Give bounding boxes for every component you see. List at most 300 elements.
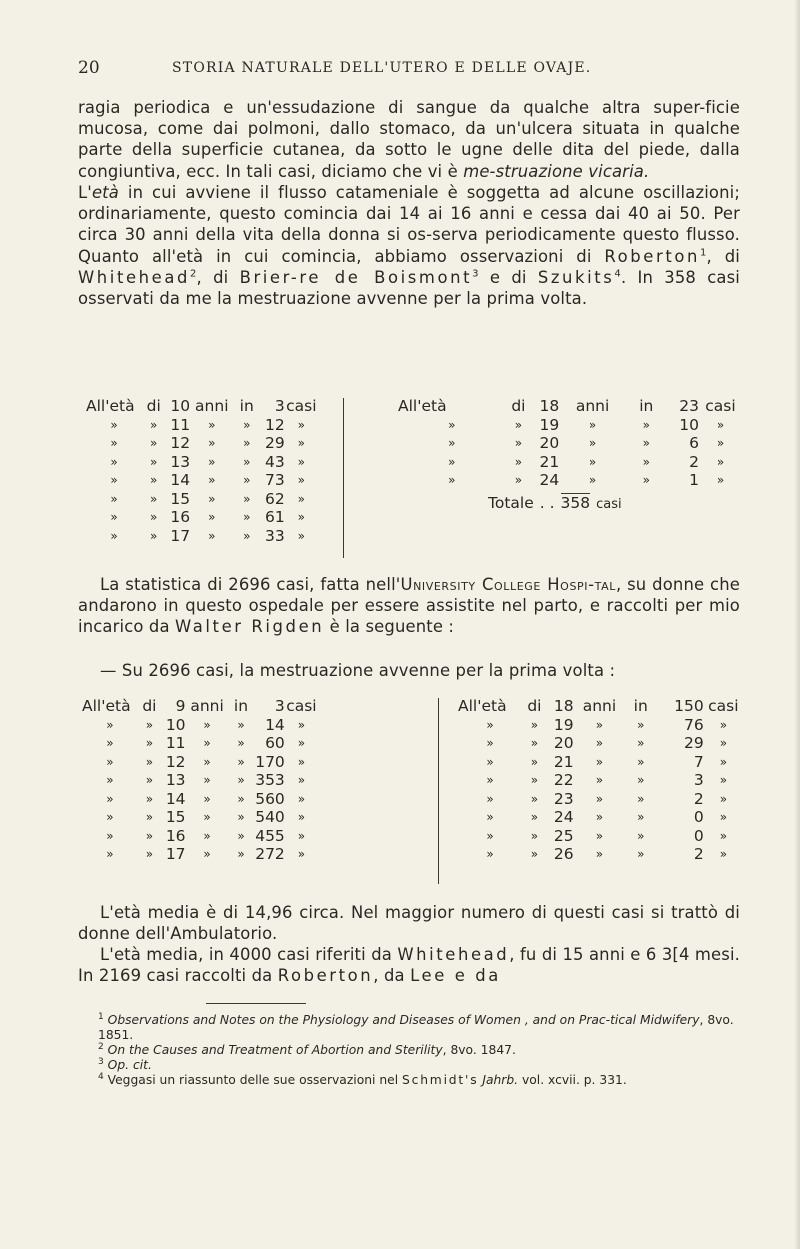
- paragraph-vicarious-menstruation: [78, 97, 740, 182]
- ditto-mark: »: [637, 717, 645, 732]
- ditto-mark: »: [514, 436, 523, 450]
- ditto-mark: »: [297, 773, 306, 787]
- ditto-mark: »: [110, 417, 118, 432]
- age-value: 10: [165, 715, 186, 734]
- ditto-mark: »: [642, 454, 650, 469]
- total-cell: [398, 490, 742, 515]
- ditto-mark: »: [530, 773, 539, 787]
- ditto-mark: »: [297, 417, 306, 432]
- footnote-4: [78, 1073, 740, 1088]
- footnote-text: , 8vo. 1851.: [98, 1013, 734, 1042]
- age-value: 16: [170, 508, 191, 526]
- ditto-mark: »: [297, 754, 306, 769]
- paragraph-ucl-statistics: [78, 574, 740, 638]
- ditto-mark: »: [719, 754, 728, 769]
- ditto-mark: »: [145, 754, 154, 769]
- footnote-number: 4: [98, 1071, 104, 1082]
- table-row: [458, 697, 743, 716]
- footnote-number: 1: [98, 1011, 104, 1022]
- column-divider: [438, 698, 439, 884]
- count-value: 61: [264, 508, 285, 526]
- ditto-mark: »: [716, 417, 725, 432]
- ditto-mark: »: [110, 491, 118, 506]
- age-value: 21: [553, 752, 574, 771]
- ditto-mark: »: [595, 736, 604, 750]
- table-row: [398, 397, 742, 416]
- ditto-mark: »: [297, 510, 306, 524]
- paragraph-age-of-onset: [78, 182, 740, 309]
- ditto-mark: »: [716, 436, 725, 450]
- stat-table-2-right: [458, 697, 743, 864]
- count-value: 0: [693, 808, 704, 826]
- ditto-mark: »: [530, 717, 539, 732]
- age-prefix: All'età: [86, 397, 135, 415]
- author-name: Whitehead: [397, 945, 510, 964]
- count-value: 2: [689, 452, 699, 471]
- ditto-mark: »: [297, 828, 306, 843]
- age-prep: di: [142, 697, 157, 715]
- stat-table-1-right: [398, 397, 742, 514]
- age-value: 18: [553, 697, 574, 715]
- paragraph-mean-age: [78, 902, 740, 944]
- age-value: 17: [165, 845, 186, 863]
- age-prefix: All'età: [458, 697, 507, 715]
- table-row: [398, 471, 742, 490]
- count-prep: in: [639, 397, 654, 415]
- table-row: [82, 753, 318, 772]
- age-prefix: All'età: [82, 697, 131, 715]
- table-row: [86, 397, 318, 416]
- ditto-mark: »: [243, 417, 251, 432]
- age-value: 25: [553, 826, 574, 845]
- column-divider: [343, 398, 344, 558]
- ditto-mark: »: [237, 754, 245, 769]
- ditto-mark: »: [145, 736, 154, 750]
- author-name: Schmidt's: [402, 1073, 479, 1087]
- ditto-mark: »: [106, 773, 114, 787]
- age-value: 11: [170, 415, 191, 434]
- ditto-mark: »: [448, 436, 456, 450]
- count-value: 6: [689, 434, 699, 452]
- footnote-number: 2: [98, 1041, 104, 1052]
- ditto-mark: »: [297, 736, 306, 750]
- table-row: [458, 808, 743, 827]
- age-value: 11: [165, 734, 186, 752]
- age-value: 10: [170, 397, 191, 415]
- footnote-title: On the Causes and Treatment of Abortion and Sterility: [107, 1043, 443, 1057]
- ditto-mark: »: [719, 736, 728, 750]
- age-value: 19: [539, 415, 560, 434]
- table-row: [458, 734, 743, 753]
- footnote-title: Observations and Notes on the Physiology and Diseases of Women , and on Prac-tical Midwifery: [107, 1013, 700, 1027]
- ditto-mark: »: [145, 810, 154, 824]
- table-row: [458, 753, 743, 772]
- footnote-ref: 1: [699, 247, 707, 259]
- ditto-mark: »: [106, 736, 114, 750]
- ditto-mark: »: [530, 847, 539, 861]
- page-number: 20: [78, 58, 100, 78]
- ditto-mark: »: [297, 454, 306, 469]
- count-value: 353: [255, 771, 285, 789]
- count-value: 10: [679, 415, 699, 434]
- ditto-mark: »: [237, 717, 245, 732]
- ditto-mark: »: [297, 847, 306, 861]
- total-row: [398, 490, 742, 515]
- count-value: 3: [274, 697, 285, 715]
- ditto-mark: »: [719, 828, 728, 843]
- age-prep: di: [511, 397, 526, 415]
- author-name: Roberton: [604, 246, 700, 266]
- ditto-mark: »: [208, 454, 216, 469]
- ditto-mark: »: [208, 528, 216, 543]
- table-row: [82, 827, 318, 846]
- age-value: 15: [165, 808, 186, 826]
- ditto-mark: »: [719, 791, 728, 806]
- ditto-mark: »: [486, 791, 494, 806]
- ditto-mark: »: [588, 473, 597, 487]
- table-row: [458, 790, 743, 809]
- ditto-mark: »: [237, 736, 245, 750]
- count-value: 540: [255, 808, 285, 826]
- age-value: 22: [553, 771, 574, 789]
- paragraph-text: è la seguente :: [324, 617, 455, 637]
- stat-table-2-left: [82, 697, 318, 864]
- ditto-mark: »: [448, 473, 456, 487]
- paragraph-text: L'età media è di 14,96 circa. Nel maggior numero di questi casi si trattò di donne dell'Ambulatorio.: [78, 903, 740, 944]
- ditto-mark: »: [297, 528, 306, 543]
- count-value: 170: [255, 752, 285, 771]
- table-row: [86, 416, 318, 435]
- footnote-text: Veggasi un riassunto delle sue osservazioni nel: [107, 1073, 403, 1087]
- paragraph-other-series: [78, 944, 740, 986]
- ditto-mark: »: [106, 754, 114, 769]
- ditto-mark: »: [145, 847, 154, 861]
- ditto-mark: »: [237, 847, 245, 861]
- table-row: [458, 827, 743, 846]
- ditto-mark: »: [514, 473, 523, 487]
- ditto-mark: »: [486, 847, 494, 861]
- ditto-mark: »: [297, 717, 306, 732]
- paragraph-text: , di: [196, 267, 240, 287]
- ditto-mark: »: [448, 454, 456, 469]
- age-value: 17: [170, 526, 191, 545]
- ditto-mark: »: [203, 810, 211, 824]
- table-row: [82, 771, 318, 790]
- ditto-mark: »: [243, 454, 251, 469]
- page-header: [0, 58, 800, 80]
- ditto-mark: »: [595, 717, 604, 732]
- ditto-mark: »: [530, 810, 539, 824]
- footnote-2: [78, 1043, 740, 1058]
- count-prep: in: [633, 697, 648, 715]
- paragraph-text: in cui avviene il flusso catameniale è soggetta ad alcune oscillazioni; ordinariamente, questo comincia dai 14 ai 16 anni e cessa dai 40 ai 50. Per circa 30 anni della vita della donna si os-serva periodicamente questo flusso. Quanto all'età in cui comincia, abbiamo osservazioni di: [78, 183, 740, 266]
- ditto-mark: »: [642, 417, 650, 432]
- paragraph-text: ragia periodica e un'essudazione di sangue da qualche altra super-ficie mucosa, come dai polmoni, dallo stomaco, da un'ulcera situata in qualche parte della superficie cutanea, da sotto le ugne delle dita del piede, dalla congiuntiva, ecc. In tali casi, diciamo che vi è: [78, 98, 740, 181]
- ditto-mark: »: [110, 473, 118, 487]
- paragraph-text: , fu di 15 anni e 6 3[4 mesi. In 2169 casi raccolti da: [78, 945, 741, 986]
- table-row: [86, 434, 318, 453]
- ditto-mark: »: [486, 717, 494, 732]
- count-value: 7: [693, 752, 704, 771]
- ditto-mark: »: [203, 754, 211, 769]
- age-value: 15: [170, 489, 191, 508]
- total-label: Totale: [488, 493, 534, 512]
- page-edge-shadow: [794, 0, 800, 1249]
- table-row: [458, 771, 743, 790]
- paragraph-text: , di: [706, 246, 740, 266]
- count-value: 0: [693, 826, 704, 845]
- count-prep: in: [233, 697, 249, 715]
- ditto-mark: »: [150, 454, 158, 469]
- ditto-mark: »: [642, 436, 650, 450]
- ditto-mark: »: [203, 717, 211, 732]
- paragraph-text: La statistica di 2696 casi, fatta nell': [100, 575, 401, 594]
- ditto-mark: »: [203, 736, 211, 750]
- ditto-mark: »: [595, 754, 604, 769]
- ditto-mark: »: [719, 717, 728, 732]
- count-value: 76: [684, 715, 704, 734]
- footnote-ref: 3: [472, 268, 479, 280]
- footnote-ref: 2: [189, 268, 197, 280]
- paragraph-text: , su donne che andarono in questo ospedale per essere assistite nel parto, e raccolti per mio incarico da: [78, 575, 740, 637]
- ditto-mark: »: [243, 473, 251, 487]
- ditto-mark: »: [106, 828, 114, 843]
- count-value: 62: [264, 489, 285, 508]
- ditto-mark: »: [595, 847, 604, 861]
- ditto-mark: »: [719, 810, 728, 824]
- age-value: 16: [165, 826, 186, 845]
- count-unit: casi: [708, 697, 739, 715]
- ditto-mark: »: [150, 510, 158, 524]
- ditto-mark: »: [719, 847, 728, 861]
- author-name: Brier-re de Boismont: [239, 267, 473, 287]
- ditto-mark: »: [297, 436, 306, 450]
- ditto-mark: »: [637, 791, 645, 806]
- ditto-mark: »: [110, 510, 118, 524]
- age-value: 21: [539, 452, 560, 471]
- ditto-mark: »: [486, 754, 494, 769]
- ditto-mark: »: [719, 773, 728, 787]
- ditto-mark: »: [637, 810, 645, 824]
- author-name: Szukits: [537, 267, 615, 287]
- ditto-mark: »: [145, 828, 154, 843]
- ditto-mark: »: [106, 810, 114, 824]
- ditto-mark: »: [150, 491, 158, 506]
- count-value: 29: [684, 734, 704, 752]
- age-value: 14: [165, 789, 186, 808]
- ditto-mark: »: [595, 810, 604, 824]
- running-title: STORIA NATURALE DELL'UTERO E DELLE OVAJE.: [172, 60, 592, 76]
- age-value: 14: [170, 471, 191, 489]
- footnote-title: Op. cit.: [107, 1058, 152, 1072]
- ditto-mark: »: [297, 791, 306, 806]
- age-value: 23: [553, 789, 574, 808]
- count-value: 150: [674, 697, 704, 715]
- count-value: 560: [255, 789, 285, 808]
- ditto-mark: »: [145, 791, 154, 806]
- ditto-mark: »: [243, 510, 251, 524]
- age-value: 13: [170, 452, 191, 471]
- ditto-mark: »: [716, 454, 725, 469]
- ditto-mark: »: [637, 847, 645, 861]
- table-row: [86, 527, 318, 546]
- ditto-mark: »: [208, 473, 216, 487]
- ditto-mark: »: [486, 828, 494, 843]
- ditto-mark: »: [150, 417, 158, 432]
- total-dots: . .: [539, 493, 555, 512]
- author-name: Roberton: [277, 966, 374, 986]
- table-row: [82, 790, 318, 809]
- age-unit: anni: [582, 697, 617, 715]
- ditto-mark: »: [448, 417, 456, 432]
- ditto-mark: »: [530, 754, 539, 769]
- age-value: 12: [165, 752, 186, 771]
- table-row: [86, 490, 318, 509]
- ditto-mark: »: [203, 847, 211, 861]
- footnote-text: , 8vo. 1847.: [442, 1043, 516, 1057]
- ditto-mark: »: [530, 791, 539, 806]
- count-value: 29: [264, 434, 285, 452]
- ditto-mark: »: [637, 754, 645, 769]
- table-row: [458, 845, 743, 864]
- age-value: 12: [170, 434, 191, 452]
- ditto-mark: »: [208, 491, 216, 506]
- ditto-mark: »: [530, 736, 539, 750]
- ditto-mark: »: [297, 491, 306, 506]
- stat-table-1-left: [86, 397, 318, 545]
- ditto-mark: »: [145, 717, 154, 732]
- ditto-mark: »: [243, 436, 251, 450]
- age-value: 20: [553, 734, 574, 752]
- ditto-mark: »: [642, 473, 650, 487]
- age-value: 24: [553, 808, 574, 826]
- age-value: 26: [553, 845, 574, 863]
- ditto-mark: »: [595, 791, 604, 806]
- ditto-mark: »: [203, 828, 211, 843]
- age-prep: di: [146, 397, 161, 415]
- table-row: [398, 416, 742, 435]
- institution-name: University College Hospi-tal: [400, 575, 616, 594]
- count-value: 23: [679, 397, 699, 415]
- table-row: [398, 453, 742, 472]
- age-value: 24: [539, 471, 560, 489]
- count-value: 60: [265, 734, 285, 752]
- count-value: 12: [264, 415, 285, 434]
- ditto-mark: »: [106, 717, 114, 732]
- ditto-mark: »: [208, 436, 216, 450]
- count-value: 2: [693, 845, 704, 863]
- ditto-mark: »: [203, 773, 211, 787]
- table-row: [82, 697, 318, 716]
- paragraph-text: L': [78, 183, 92, 202]
- table-row: [86, 471, 318, 490]
- age-value: 13: [165, 771, 186, 789]
- count-value: 1: [689, 471, 699, 489]
- count-unit: casi: [286, 697, 317, 715]
- table-row: [82, 734, 318, 753]
- age-value: 19: [553, 715, 574, 734]
- footnote-ref: 4: [614, 268, 621, 280]
- age-value: 20: [539, 434, 560, 452]
- table-row: [82, 716, 318, 735]
- ditto-mark: »: [595, 828, 604, 843]
- paragraph-text: , da: [373, 966, 411, 986]
- count-value: 2: [693, 789, 704, 808]
- table-row: [86, 508, 318, 527]
- count-value: 43: [264, 452, 285, 471]
- age-prefix: All'età: [398, 397, 447, 415]
- table-row: [398, 434, 742, 453]
- age-value: 18: [539, 397, 560, 415]
- ditto-mark: »: [588, 436, 597, 450]
- ditto-mark: »: [486, 773, 494, 787]
- total-value: 358: [560, 493, 591, 512]
- author-name: Whitehead: [78, 267, 190, 287]
- author-name: Lee e da: [410, 966, 501, 986]
- table-row: [82, 808, 318, 827]
- ditto-mark: »: [588, 417, 597, 432]
- count-value: 3: [274, 397, 285, 415]
- footnote-3: [78, 1058, 740, 1073]
- count-value: 73: [264, 471, 285, 489]
- ditto-mark: »: [243, 491, 251, 506]
- table-row: [82, 845, 318, 864]
- ditto-mark: »: [486, 810, 494, 824]
- ditto-mark: »: [208, 510, 216, 524]
- ditto-mark: »: [486, 736, 494, 750]
- paragraph-text: . In 358 casi osservati da me la mestruazione avvenne per la prima volta.: [78, 267, 740, 309]
- ditto-mark: »: [716, 473, 725, 487]
- italic-term: me-struazione vicaria.: [463, 161, 650, 181]
- age-value: 9: [175, 697, 186, 715]
- ditto-mark: »: [150, 436, 158, 450]
- count-value: 33: [264, 526, 285, 545]
- ditto-mark: »: [637, 828, 645, 843]
- paragraph-text: L'età media, in 4000 casi riferiti da: [100, 945, 398, 964]
- author-name: Walter Rigden: [175, 617, 325, 637]
- ditto-mark: »: [637, 736, 645, 750]
- ditto-mark: »: [106, 791, 114, 806]
- ditto-mark: »: [595, 773, 604, 787]
- table-row: [86, 453, 318, 472]
- ditto-mark: »: [110, 436, 118, 450]
- age-unit: anni: [195, 397, 229, 415]
- total-unit: casi: [596, 496, 622, 512]
- ditto-mark: »: [637, 773, 645, 787]
- count-value: 455: [255, 826, 285, 845]
- count-unit: casi: [705, 397, 736, 415]
- ditto-mark: »: [514, 454, 523, 469]
- italic-term: età: [91, 183, 119, 202]
- ditto-mark: »: [237, 810, 245, 824]
- age-unit: anni: [575, 397, 610, 415]
- ditto-mark: »: [150, 473, 158, 487]
- count-prep: in: [239, 397, 254, 415]
- footnote-title: Jahrb.: [478, 1073, 519, 1087]
- ditto-mark: »: [106, 847, 114, 861]
- ditto-mark: »: [530, 828, 539, 843]
- ditto-mark: »: [237, 773, 245, 787]
- footnote-text: vol. xcvii. p. 331.: [518, 1073, 627, 1087]
- count-value: 272: [255, 845, 285, 863]
- footnote-number: 3: [98, 1056, 104, 1067]
- footnote-1: [78, 1013, 740, 1043]
- ditto-mark: »: [237, 791, 245, 806]
- ditto-mark: »: [297, 810, 306, 824]
- ditto-mark: »: [145, 773, 154, 787]
- paragraph-intro-table-2: — Su 2696 casi, la mestruazione avvenne per la prima volta :: [100, 661, 616, 680]
- ditto-mark: »: [110, 454, 118, 469]
